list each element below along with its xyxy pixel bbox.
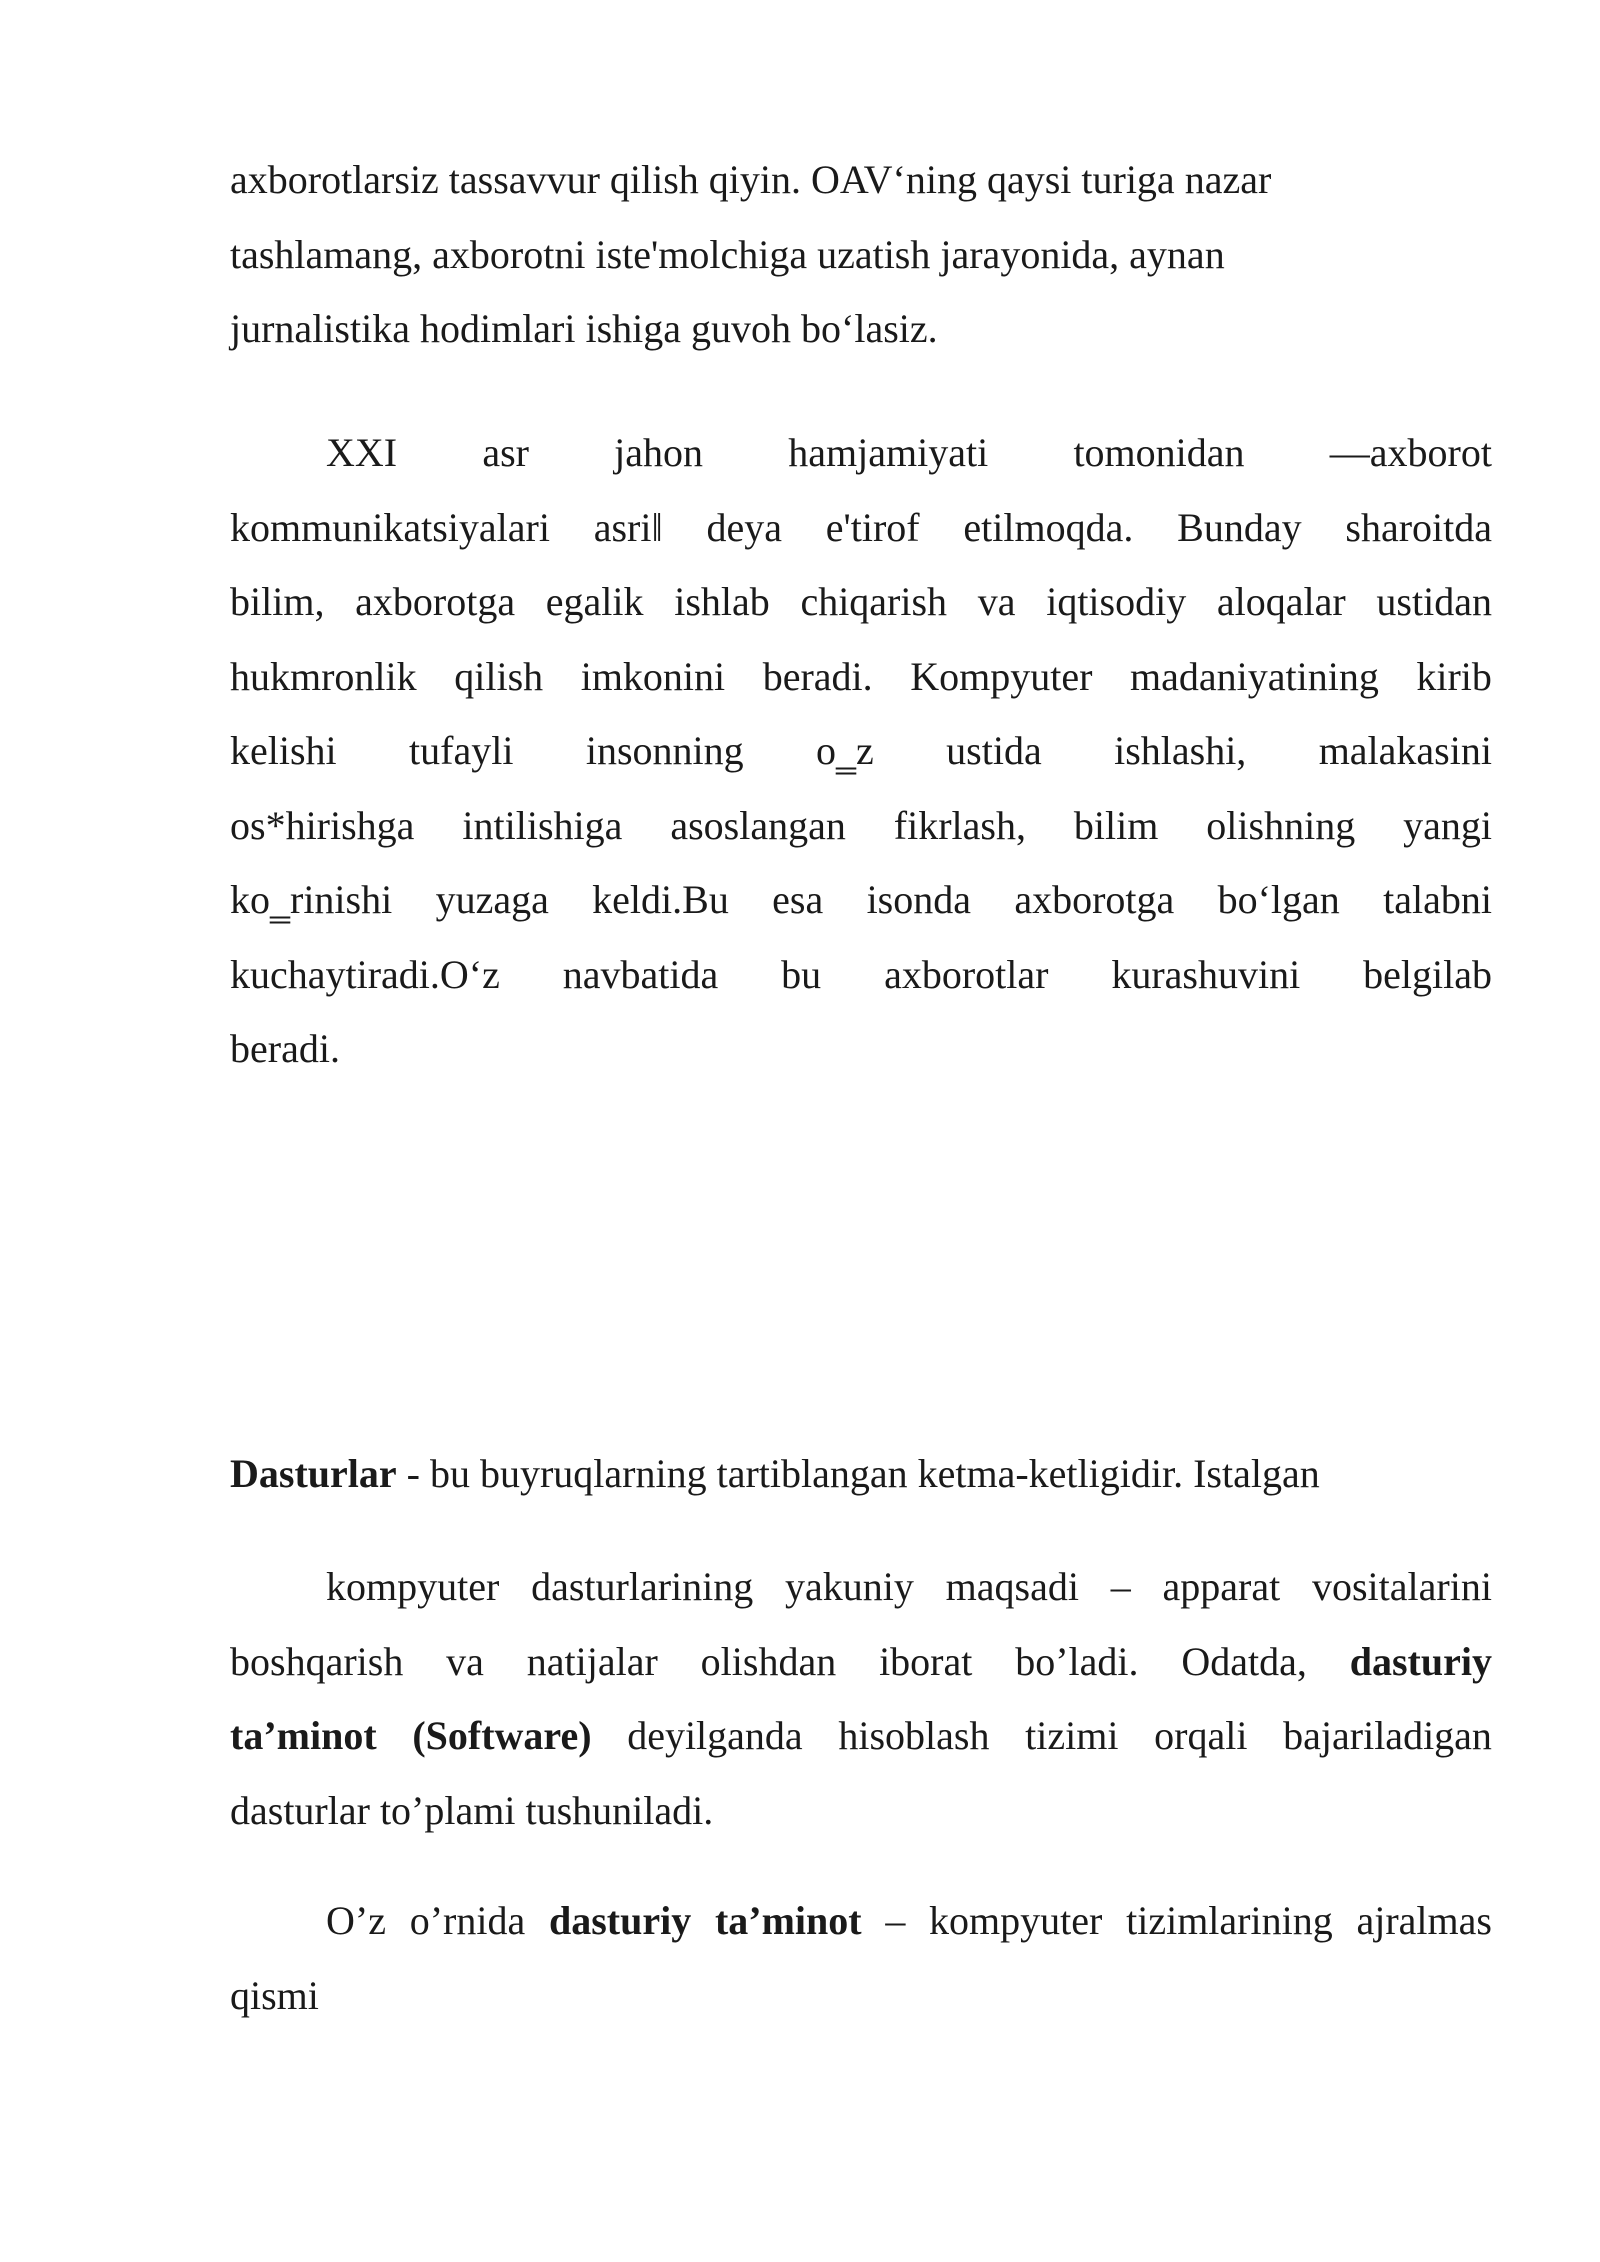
word: malakasini [1318,728,1492,773]
word: – [885,1898,906,1943]
word: ishlashi, [1114,728,1247,773]
word: o’rnida [409,1898,526,1943]
word: tizimi [1025,1713,1119,1758]
text-line: jurnalistika hodimlari ishiga guvoh bo‘lasiz. [230,306,938,351]
word: – [1110,1564,1131,1609]
word: hamjamiyati [788,430,989,475]
word: va [977,579,1016,624]
text-line [230,1884,1492,1959]
text-line: qismi [230,1972,319,2018]
word: chiqarish [800,579,948,624]
word: kompyuter [326,1564,500,1609]
word: natijalar [526,1638,658,1684]
word: sharoitda [1345,504,1492,550]
word: yuzaga [435,877,549,922]
definition-text: - bu buyruqlarning tartiblangan ketma-ketligidir. Istalgan [396,1451,1320,1496]
word: axborotga [1014,877,1175,922]
word: os*hirishga [230,802,415,848]
word: kurashuvini [1111,951,1301,997]
text-line: beradi. [230,1026,340,1071]
text-line [230,416,1492,491]
word: o‗z [816,728,874,773]
word: iborat [879,1638,973,1684]
term-taminot: ta’minot [230,1713,377,1758]
word: kompyuter [929,1898,1103,1943]
word: bo‘lgan [1217,877,1340,922]
text-line [230,1437,1492,1512]
word: tizimlarining [1126,1898,1333,1943]
word: Odatda, [1181,1638,1307,1684]
word: ―axborot [1329,430,1492,475]
word: keldi.Bu [592,877,729,922]
word: imkonini [580,653,726,699]
text-line [230,863,1492,938]
text-line [230,565,1492,640]
word: bajariladigan [1283,1713,1492,1758]
term-dasturlar: Dasturlar [230,1451,397,1496]
word: beradi. [762,653,873,699]
word: deyilganda [627,1713,803,1758]
word: axborotlar [884,951,1049,997]
word: hukmronlik [230,653,417,699]
word: olishning [1206,802,1356,848]
word: ishlab [674,579,770,624]
word: aloqalar [1216,579,1346,624]
word: kelishi [230,728,337,773]
word: qilish [454,653,544,699]
word: bilim [1073,802,1159,848]
word: Bunday [1177,504,1302,550]
word: va [446,1638,484,1684]
word: isonda [866,877,971,922]
text-line [230,1699,1492,1774]
word: maqsadi [945,1564,1079,1609]
text-line: dasturlar to’plami tushuniladi. [230,1787,714,1833]
word: XXI [326,430,398,475]
paragraph-2 [230,416,1492,1087]
text-line: axborotlarsiz tassavvur qilish qiyin. OAV‘ning qaysi turiga nazar [230,157,1272,202]
text-line [230,1625,1492,1700]
word: asri‖ [593,504,663,550]
word: talabni [1383,877,1492,922]
word: tufayli [409,728,514,773]
word: Kompyuter [910,653,1093,699]
word: vositalarini [1311,1564,1492,1609]
word: apparat [1162,1564,1281,1609]
paragraph-3 [230,1437,1492,1512]
word: orqali [1154,1713,1248,1758]
word: madaniyatining [1129,653,1379,699]
term-dasturiy: dasturiy [1349,1638,1492,1684]
word: iqtisodiy [1046,579,1187,624]
word: belgilab [1363,951,1492,997]
term-dasturiy: dasturiy [548,1898,692,1943]
word: ustida [946,728,1042,773]
word: O’z [326,1898,386,1943]
word: olishdan [700,1638,837,1684]
term-taminot: ta’minot [714,1898,862,1943]
word: fikrlash, [893,802,1026,848]
text-line [230,714,1492,789]
word: dasturlarining [531,1564,754,1609]
word: bu [781,951,822,997]
word: bilim, [230,579,325,624]
word: asr [482,430,529,475]
text-line [230,1550,1492,1625]
text-line [230,938,1492,1013]
word: etilmoqda. [963,504,1134,550]
word: hisoblash [838,1713,990,1758]
paragraph-5 [230,1884,1492,2033]
word: axborotga [355,579,516,624]
text-line [230,491,1492,566]
word: kuchaytiradi.O‘z [230,951,500,997]
term-software: (Software) [412,1713,592,1758]
paragraph-4 [230,1550,1492,1848]
word: asoslangan [670,802,846,848]
word: tomonidan [1073,430,1245,475]
word: kirib [1416,653,1492,699]
text-line [230,789,1492,864]
word: egalik [545,579,644,624]
word: yakuniy [785,1564,914,1609]
word: jahon [614,430,704,475]
text-line [230,640,1492,715]
word: bo’ladi. [1015,1638,1139,1684]
text-line: tashlamang, axborotni iste'molchiga uzatish jarayonida, aynan [230,231,1225,277]
word: ustidan [1376,579,1492,624]
word: e'tirof [825,504,920,550]
word: esa [772,877,824,922]
word: deya [706,504,783,550]
word: kommunikatsiyalari [230,504,550,550]
word: insonning [585,728,744,773]
word: ajralmas [1356,1898,1492,1943]
word: navbatida [562,951,719,997]
word: ko‗rinishi [230,877,393,922]
word: boshqarish [230,1638,404,1684]
paragraph-1 [230,143,1492,367]
word: intilishiga [462,802,623,848]
word: yangi [1403,802,1492,848]
